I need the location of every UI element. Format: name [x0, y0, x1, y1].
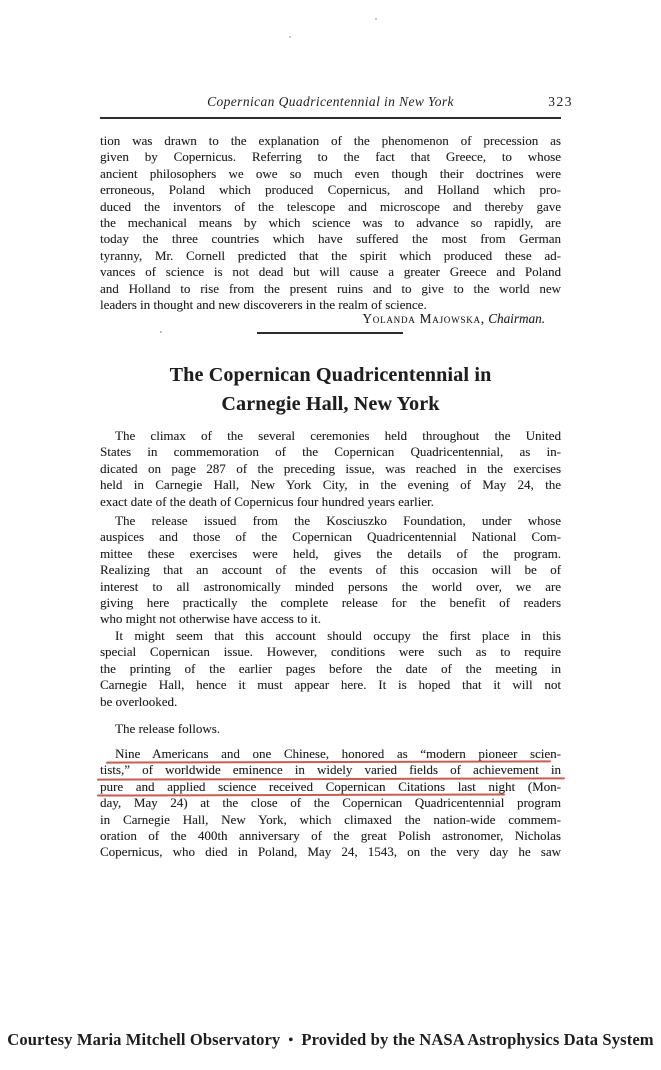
text-line: be overlooked. — [100, 693, 178, 709]
paragraph-might-seem — [100, 628, 561, 710]
page-number: 323 — [548, 94, 573, 109]
text-line: held in Carnegie Hall, New York City, in the evening of May 24, the — [100, 477, 561, 493]
signature-role: Chairman. — [488, 311, 545, 326]
text-line: tists,” of worldwide eminence in widely varied fields of achievement in — [100, 762, 561, 778]
section-divider — [257, 332, 403, 334]
text-line: who might not otherwise have access to it. — [100, 611, 321, 627]
text-line: dicated on page 287 of the preceding issue, was reached in the exercises — [100, 460, 561, 476]
scan-speckle — [375, 18, 377, 20]
text-line: ancient philosophers we owe so much even though their doctrines were — [100, 165, 561, 181]
text-line: States in commemoration of the Copernican Quadricentennial, as in- — [100, 444, 561, 460]
signature-name: Yolanda Majowska, — [362, 311, 485, 326]
text-line: tyranny, Mr. Cornell predicted that the spirit which produced these ad- — [100, 247, 561, 263]
text-line: given by Copernicus. Referring to the fact that Greece, to whose — [100, 149, 561, 165]
paragraph-continuation — [100, 133, 561, 313]
article-title-line-1: The Copernican Quadricentennial in — [169, 364, 492, 386]
text-line: interest to all astronomically minded persons the world over, we are — [100, 578, 561, 594]
running-head-title: Copernican Quadricentennial in New York — [207, 94, 454, 109]
footer-bullet-separator: • — [288, 1033, 294, 1048]
text-line: It might seem that this account should occupy the first place in this — [115, 628, 561, 643]
running-head — [100, 94, 573, 110]
paragraph-release-follows — [100, 721, 561, 737]
text-line: pure and applied science received Copernican Citations last night (Mon- — [100, 779, 561, 795]
text-line: exact date of the death of Copernicus four hundred years earlier. — [100, 493, 434, 509]
text-line: today the three countries which have suffered the most from German — [100, 231, 561, 247]
scan-speckle — [160, 331, 162, 333]
scan-speckle — [289, 36, 291, 38]
text-line: The climax of the several ceremonies held throughout the United — [115, 428, 561, 443]
text-line: Copernicus, who died in Poland, May 24, 1543, on the very day he saw — [100, 844, 561, 860]
article-title-line-2: Carnegie Hall, New York — [221, 393, 440, 415]
text-line: duced the inventors of the telescope and microscope and thereby gave — [100, 198, 561, 214]
text-line: and Holland to rise from the present ruins and to give to the world new — [100, 280, 561, 296]
text-line: in Carnegie Hall, New York, which climaxed the nation-wide commem- — [100, 811, 561, 827]
paragraph-climax — [100, 428, 561, 510]
text-line: auspices and those of the Copernican Quadricentennial National Com- — [100, 529, 561, 545]
text-line: vances of science is not dead but will cause a greater Greece and Poland — [100, 264, 561, 280]
paragraph-nine-americans — [100, 746, 561, 861]
paragraph-release-issued — [100, 513, 561, 628]
text-line: the printing of the earlier pages before the date of the meeting in — [100, 660, 561, 676]
article-title — [100, 361, 561, 419]
text-line: the mechanical means by which science was to advance so rapidly, are — [100, 215, 561, 231]
text-line: Carnegie Hall, hence it must appear here. It is hoped that it will not — [100, 677, 561, 693]
footer-credit-right: Provided by the NASA Astrophysics Data System — [301, 1030, 654, 1049]
header-rule — [100, 117, 561, 119]
footer-credit-left: Courtesy Maria Mitchell Observatory — [7, 1030, 281, 1049]
text-line: special Copernican issue. However, conditions were such as to require — [100, 644, 561, 660]
text-line: leaders in thought and new discoverers in the realm of science. — [100, 297, 427, 313]
footer-credit — [0, 1030, 661, 1050]
signature-line — [100, 311, 561, 327]
text-line: giving here practically the complete release for the benefit of readers — [100, 595, 561, 611]
text-line: Realizing that an account of the events of this occasion will be of — [100, 562, 561, 578]
text-line: mittee these exercises were held, gives the details of the program. — [100, 545, 561, 561]
text-line: day, May 24) at the close of the Copernican Quadricentennial program — [100, 795, 561, 811]
text-line: tion was drawn to the explanation of the phenomenon of precession as — [100, 133, 561, 148]
text-line: Nine Americans and one Chinese, honored as “modern pioneer scien- — [100, 746, 561, 762]
text-line: The release issued from the Kosciuszko Foundation, under whose — [115, 513, 561, 528]
text-line: erroneous, Poland which produced Copernicus, and Holland which pro- — [100, 182, 561, 198]
text-line: The release follows. — [115, 721, 221, 736]
text-line: oration of the 400th anniversary of the great Polish astronomer, Nicholas — [100, 828, 561, 844]
